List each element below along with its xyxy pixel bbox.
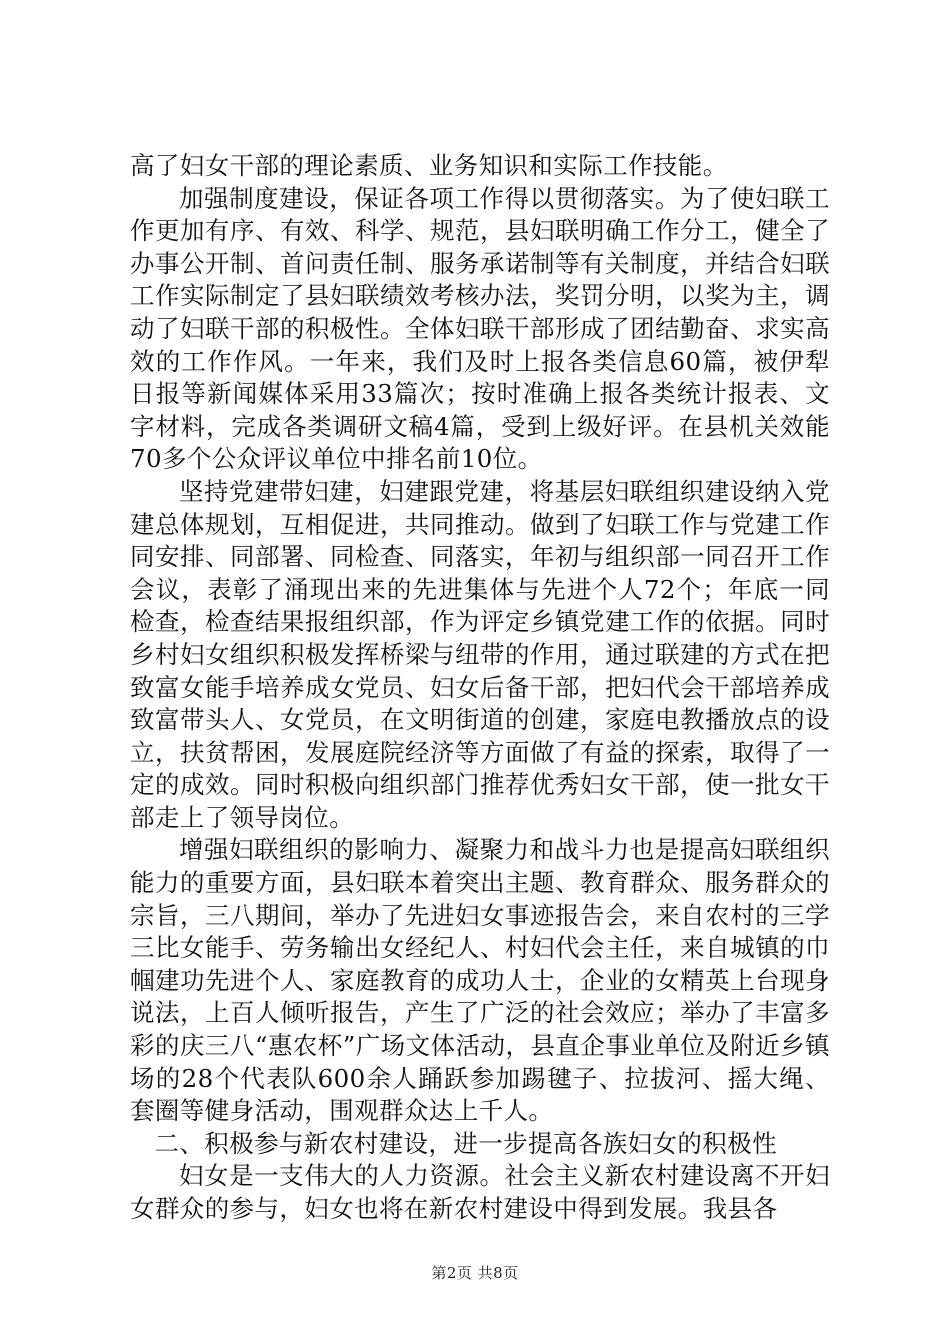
paragraph-party-building: 坚持党建带妇建，妇建跟党建，将基层妇联组织建设纳入党建总体规划，互相促进，共同推动。做到了妇联工作与党建工作同安排、同部署、同检查、同落实，年初与组织部一同召开工作会议，表彰了涌现出来的先进集体与先进个人72个；年底一同检查，检查结果报组织部，作为评定乡镇党建工作的依据。同时乡村妇女组织积极发挥桥梁与纽带的作用，通过联建的方式在把致富女能手培养成女党员、妇女后备干部，把妇代会干部培养成致富带头人、女党员，在文明街道的创建，家庭电教播放点的设立，扶贫帮困，发展庭院经济等方面做了有益的探索，取得了一定的成效。同时积极向组织部门推荐优秀妇女干部，使一批女干部走上了领导岗位。 [130,476,830,832]
document-body [130,150,830,1226]
paragraph-organization-influence: 增强妇联组织的影响力、凝聚力和战斗力也是提高妇联组织能力的重要方面，县妇联本着突出主题、教育群众、服务群众的宗旨，三八期间，举办了先进妇女事迹报告会，来自农村的三学三比女能手、劳务输出女经纪人、村妇代会主任，来自城镇的巾帼建功先进个人、家庭教育的成功人士，企业的女精英上台现身说法，上百人倾听报告，产生了广泛的社会效应；举办了丰富多彩的庆三八“惠农杯”广场文体活动，县直企事业单位及附近乡镇场的28个代表队600余人踊跃参加踢毽子、拉拔河、摇大绳、套圈等健身活动，围观群众达上千人。 [130,835,830,1126]
page-number-footer: 第2页 共8页 [431,1264,519,1282]
section-heading-new-countryside: 二、积极参与新农村建设，进一步提高各族妇女的积极性 [154,1128,777,1158]
paragraph-women-resource: 妇女是一支伟大的人力资源。社会主义新农村建设离不开妇女群众的参与，妇女也将在新农村建设中得到发展。我县各 [130,1161,830,1223]
paragraph-continuation: 高了妇女干部的理论素质、业务知识和实际工作技能。 [130,151,728,180]
paragraph-system-building: 加强制度建设，保证各项工作得以贯彻落实。为了使妇联工作更加有序、有效、科学、规范，县妇联明确工作分工，健全了办事公开制、首问责任制、服务承诺制等有关制度，并结合妇联工作实际制定了县妇联绩效考核办法，奖罚分明，以奖为主，调动了妇联干部的积极性。全体妇联干部形成了团结勤奋、求实高效的工作作风。一年来，我们及时上报各类信息60篇，被伊犁日报等新闻媒体采用33篇次；按时准确上报各类统计报表、文字材料，完成各类调研文稿4篇，受到上级好评。在县机关效能70多个公众评议单位中排名前10位。 [130,183,830,474]
